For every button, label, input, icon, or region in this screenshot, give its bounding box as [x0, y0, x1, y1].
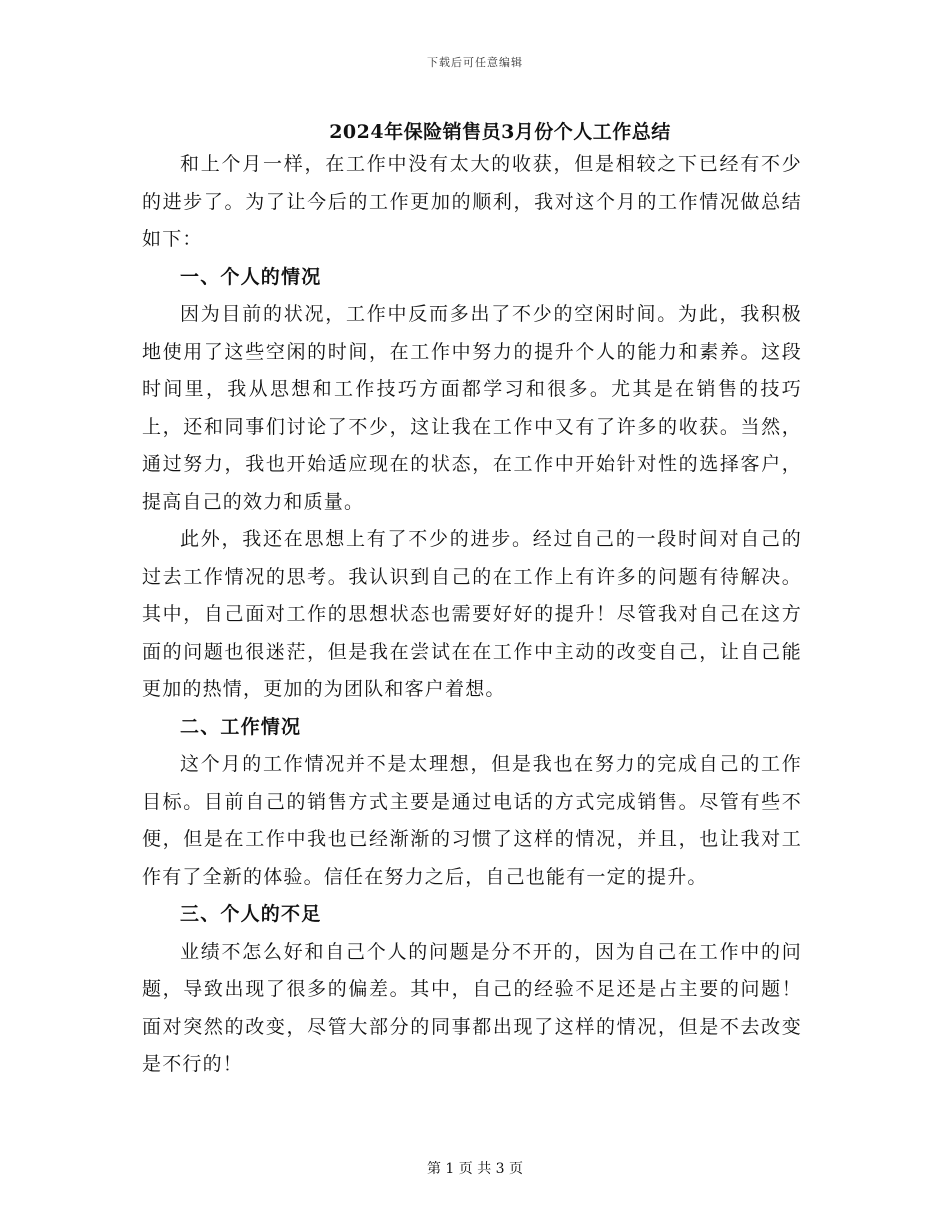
section-paragraph: 此外，我还在思想上有了不少的进步。经过自己的一段时间对自己的过去工作情况的思考。我认识到自己的在工作上有许多的问题有待解决。其中，自己面对工作的思想状态也需要好好的提升！尽管我对自己在这方面的问题也很迷茫，但是我在尝试在在工作中主动的改变自己，让自己能更加的热情，更加的为团队和客户着想。 — [142, 528, 802, 700]
document-title: 2024年保险销售员3月份个人工作总结 — [329, 121, 671, 143]
section-paragraph: 因为目前的状况，工作中反而多出了不少的空闲时间。为此，我积极地使用了这些空闲的时间，在工作中努力的提升个人的能力和素养。这段时间里，我从思想和工作技巧方面都学习和很多。尤其是在销售的技巧上，还和同事们讨论了不少，这让我在工作中又有了许多的收获。当然，通过努力，我也开始适应现在的状态，在工作中开始针对性的选择客户，提高自己的效力和质量。 — [142, 303, 802, 513]
section-heading-personal: 一、个人的情况 — [180, 265, 322, 288]
section-paragraph: 业绩不怎么好和自己个人的问题是分不开的，因为自己在工作中的问题，导致出现了很多的偏差。其中，自己的经验不足还是占主要的问题！面对突然的改变，尽管大部分的同事都出现了这样的情况，但是不去改变是不行的！ — [142, 940, 802, 1075]
intro-paragraph: 和上个月一样，在工作中没有太大的收获，但是相较之下已经有不少的进步了。为了让今后的工作更加的顺利，我对这个月的工作情况做总结如下： — [142, 153, 802, 250]
section-paragraph: 这个月的工作情况并不是太理想，但是我也在努力的完成自己的工作目标。目前自己的销售方式主要是通过电话的方式完成销售。尽管有些不便，但是在工作中我也已经渐渐的习惯了这样的情况，并且，也让我对工作有了全新的体验。信任在努力之后，自己也能有一定的提升。 — [142, 753, 802, 888]
document-body — [142, 146, 802, 1084]
section-heading-shortcomings: 三、个人的不足 — [180, 903, 322, 925]
section-heading-work: 二、工作情况 — [180, 715, 302, 738]
page-number: 第 1 页 共 3 页 — [426, 1161, 524, 1177]
header-note: 下载后可任意编辑 — [427, 56, 523, 69]
